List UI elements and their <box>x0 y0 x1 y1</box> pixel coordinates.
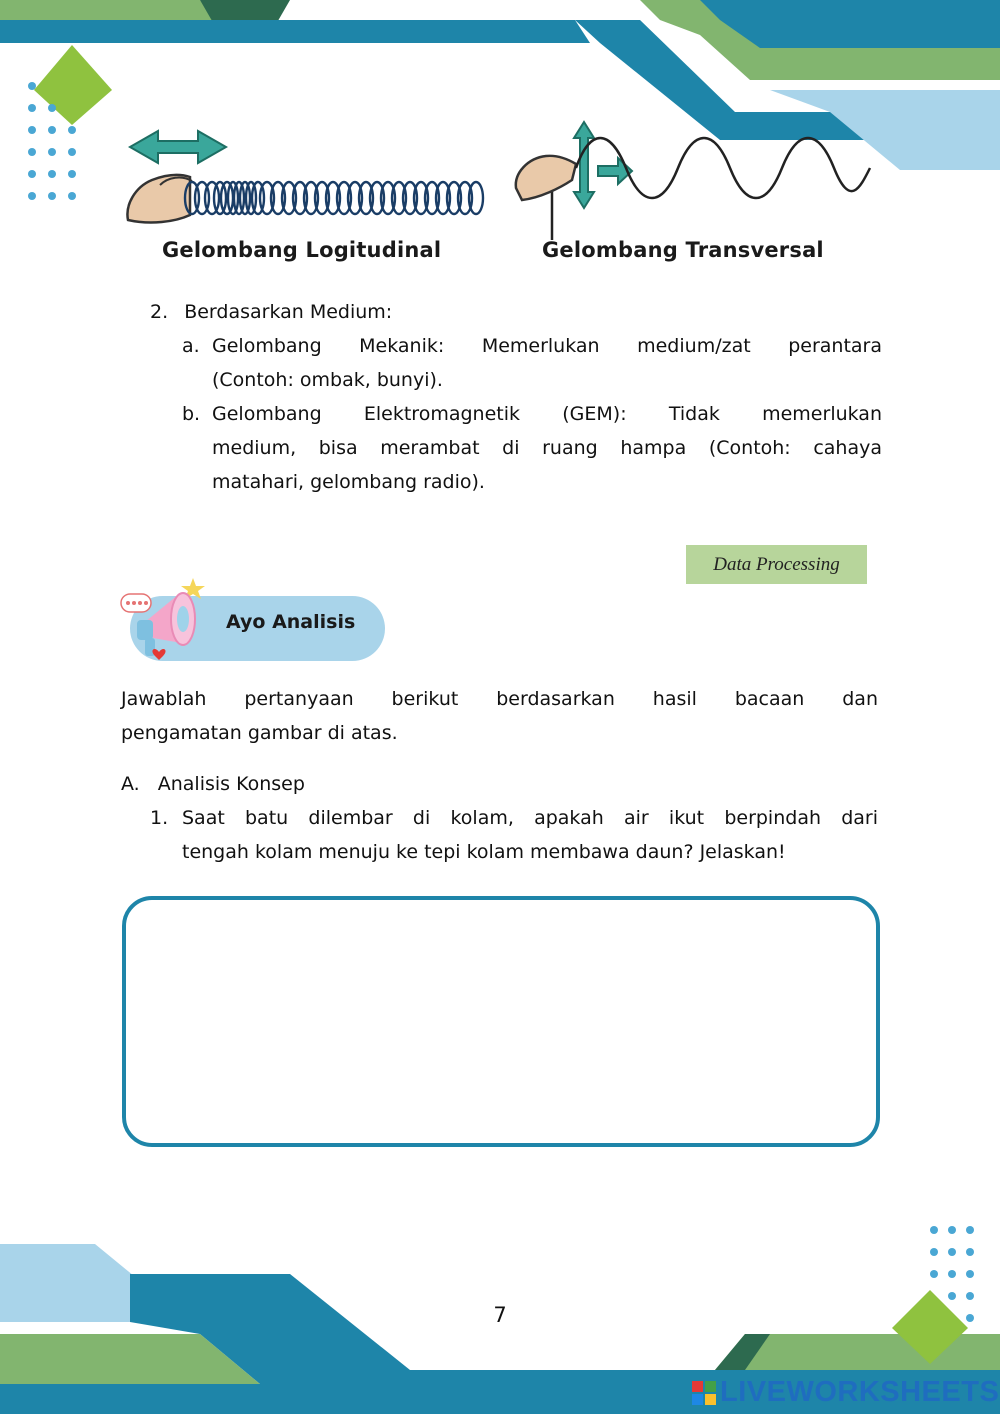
transverse-wave-illustration <box>510 118 880 243</box>
liveworksheets-watermark <box>692 1376 999 1409</box>
double-arrow-icon <box>130 131 226 163</box>
activity-label: Ayo Analisis <box>226 611 356 633</box>
list-marker: b. <box>182 403 201 425</box>
longitudinal-wave-illustration <box>120 125 500 230</box>
section-a-title: Analisis Konsep <box>157 773 305 795</box>
list-item-b-line3: matahari, gelombang radio). <box>212 471 485 493</box>
longitudinal-caption: Gelombang Logitudinal <box>162 238 442 262</box>
question-line1: Saat batu dilembar di kolam, apakah air ikut berpindah dari <box>182 807 878 829</box>
list-item-b-line2: medium, bisa merambat di ruang hampa (Contoh: cahaya <box>212 437 882 459</box>
list-item-a <box>182 329 882 397</box>
section-2-title: Berdasarkan Medium: <box>184 301 393 323</box>
section-2-heading <box>150 295 392 329</box>
liveworksheets-logo-icon <box>692 1381 716 1405</box>
question-1 <box>150 801 878 869</box>
list-item-b <box>182 397 882 499</box>
data-processing-badge: Data Processing <box>686 545 867 584</box>
list-item-b-line1: Gelombang Elektromagnetik (GEM): Tidak memerlukan <box>212 403 882 425</box>
megaphone-icon <box>115 572 215 667</box>
section-2-number: 2. <box>150 301 169 323</box>
page-number: 7 <box>493 1303 507 1327</box>
transverse-caption: Gelombang Transversal <box>542 238 824 262</box>
watermark-text: LIVEWORKSHEETS <box>720 1376 1000 1408</box>
hand-icon <box>516 156 576 200</box>
list-marker: a. <box>182 335 200 357</box>
instruction-paragraph <box>121 682 878 750</box>
instruction-line2: pengamatan gambar di atas. <box>121 722 398 744</box>
answer-input[interactable] <box>126 900 876 1143</box>
answer-box <box>122 896 880 1147</box>
instruction-line1: Jawablah pertanyaan berikut berdasarkan hasil bacaan dan <box>121 688 878 710</box>
section-a-marker: A. <box>121 773 140 795</box>
list-item-a-line1: Gelombang Mekanik: Memerlukan medium/zat perantara <box>212 335 882 357</box>
spring-coil <box>185 182 483 214</box>
question-line2: tengah kolam menuju ke tepi kolam membawa daun? Jelaskan! <box>182 841 786 863</box>
question-number: 1. <box>150 807 169 829</box>
hand-icon <box>127 175 192 223</box>
list-item-a-line2: (Contoh: ombak, bunyi). <box>212 369 443 391</box>
section-a-heading <box>121 767 305 801</box>
